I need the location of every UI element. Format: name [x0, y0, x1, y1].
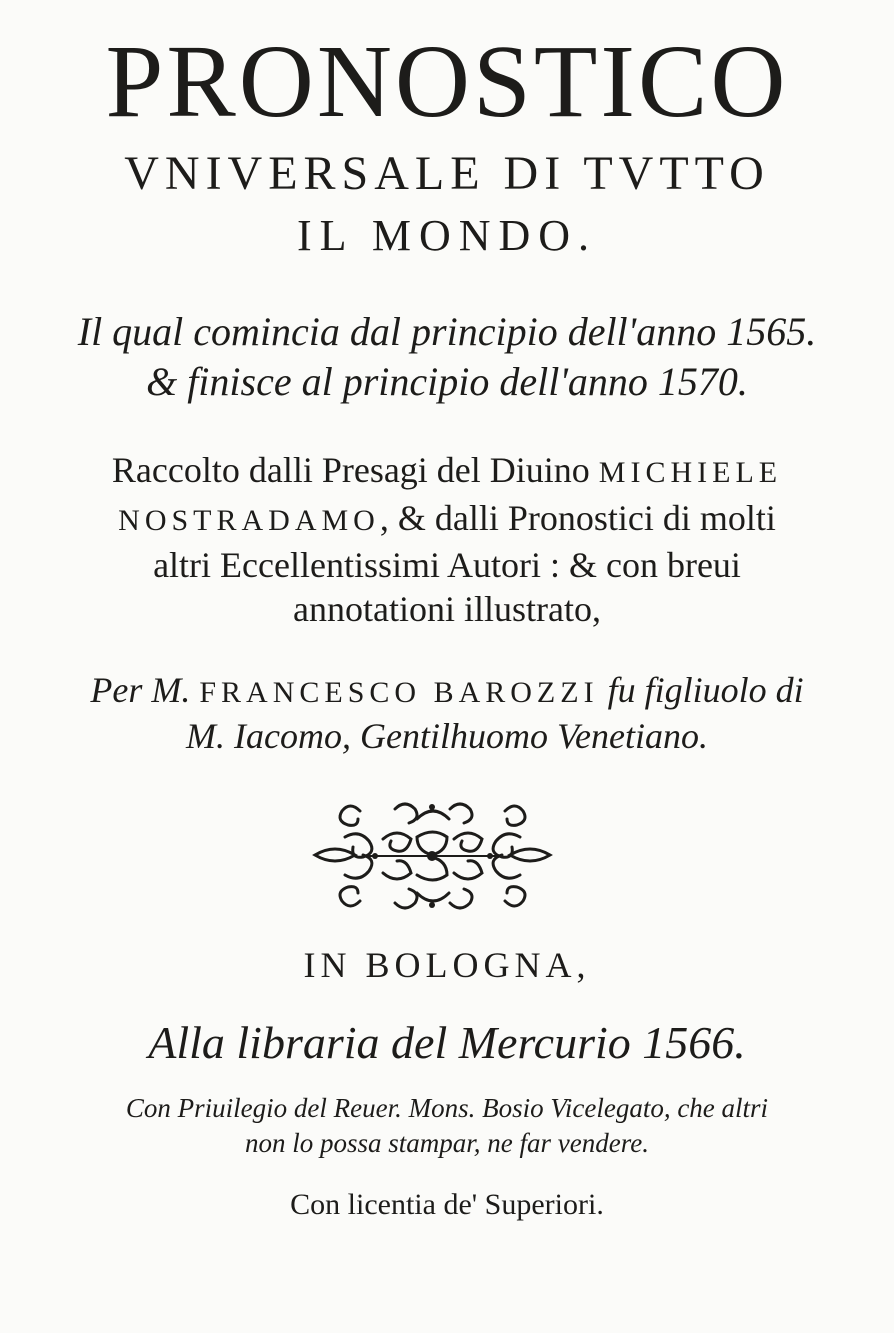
author-name-nostradamo: NOSTRADAMO	[118, 504, 380, 537]
collected-line-4: annotationi illustrato,	[293, 589, 601, 629]
collected-line-1	[0, 452, 894, 488]
license-line: Con licentia de' Superiori.	[290, 1188, 604, 1221]
period-line-1: Il qual comincia dal principio dell'anno 1565.	[77, 309, 817, 354]
title-main: PRONOSTICO	[105, 24, 789, 139]
collected-line-2	[0, 500, 894, 536]
author-line-1	[0, 672, 894, 708]
collected-line-3: altri Eccellentissimi Autori : & con breui	[153, 545, 741, 585]
author-line-2: M. Iacomo, Gentilhuomo Venetiano.	[186, 716, 708, 756]
collected-line-1-text: Raccolto dalli Presagi del Diuino	[111, 450, 599, 490]
privilege-line-1: Con Priuilegio del Reuer. Mons. Bosio Vicelegato, che altri	[125, 1093, 769, 1123]
author-name-barozzi: FRANCESCO BAROZZI	[199, 676, 599, 709]
imprint-printer: Alla libraria del Mercurio 1566.	[148, 1017, 746, 1068]
author-prefix: Per M.	[90, 670, 200, 710]
title-line-3: IL MONDO.	[296, 211, 598, 260]
author-name-michiele: MICHIELE	[598, 456, 783, 489]
period-line-2: & finisce al principio dell'anno 1570.	[146, 359, 748, 404]
printers-ornament-icon	[305, 797, 560, 915]
title-line-2: VNIVERSALE DI TVTTO	[124, 147, 770, 200]
privilege-line-2: non lo possa stampar, ne far vendere.	[245, 1128, 649, 1158]
imprint-city: IN BOLOGNA,	[303, 945, 591, 985]
collected-line-2-text: , & dalli Pronostici di molti	[379, 498, 776, 538]
author-suffix: fu figliuolo di	[598, 670, 804, 710]
